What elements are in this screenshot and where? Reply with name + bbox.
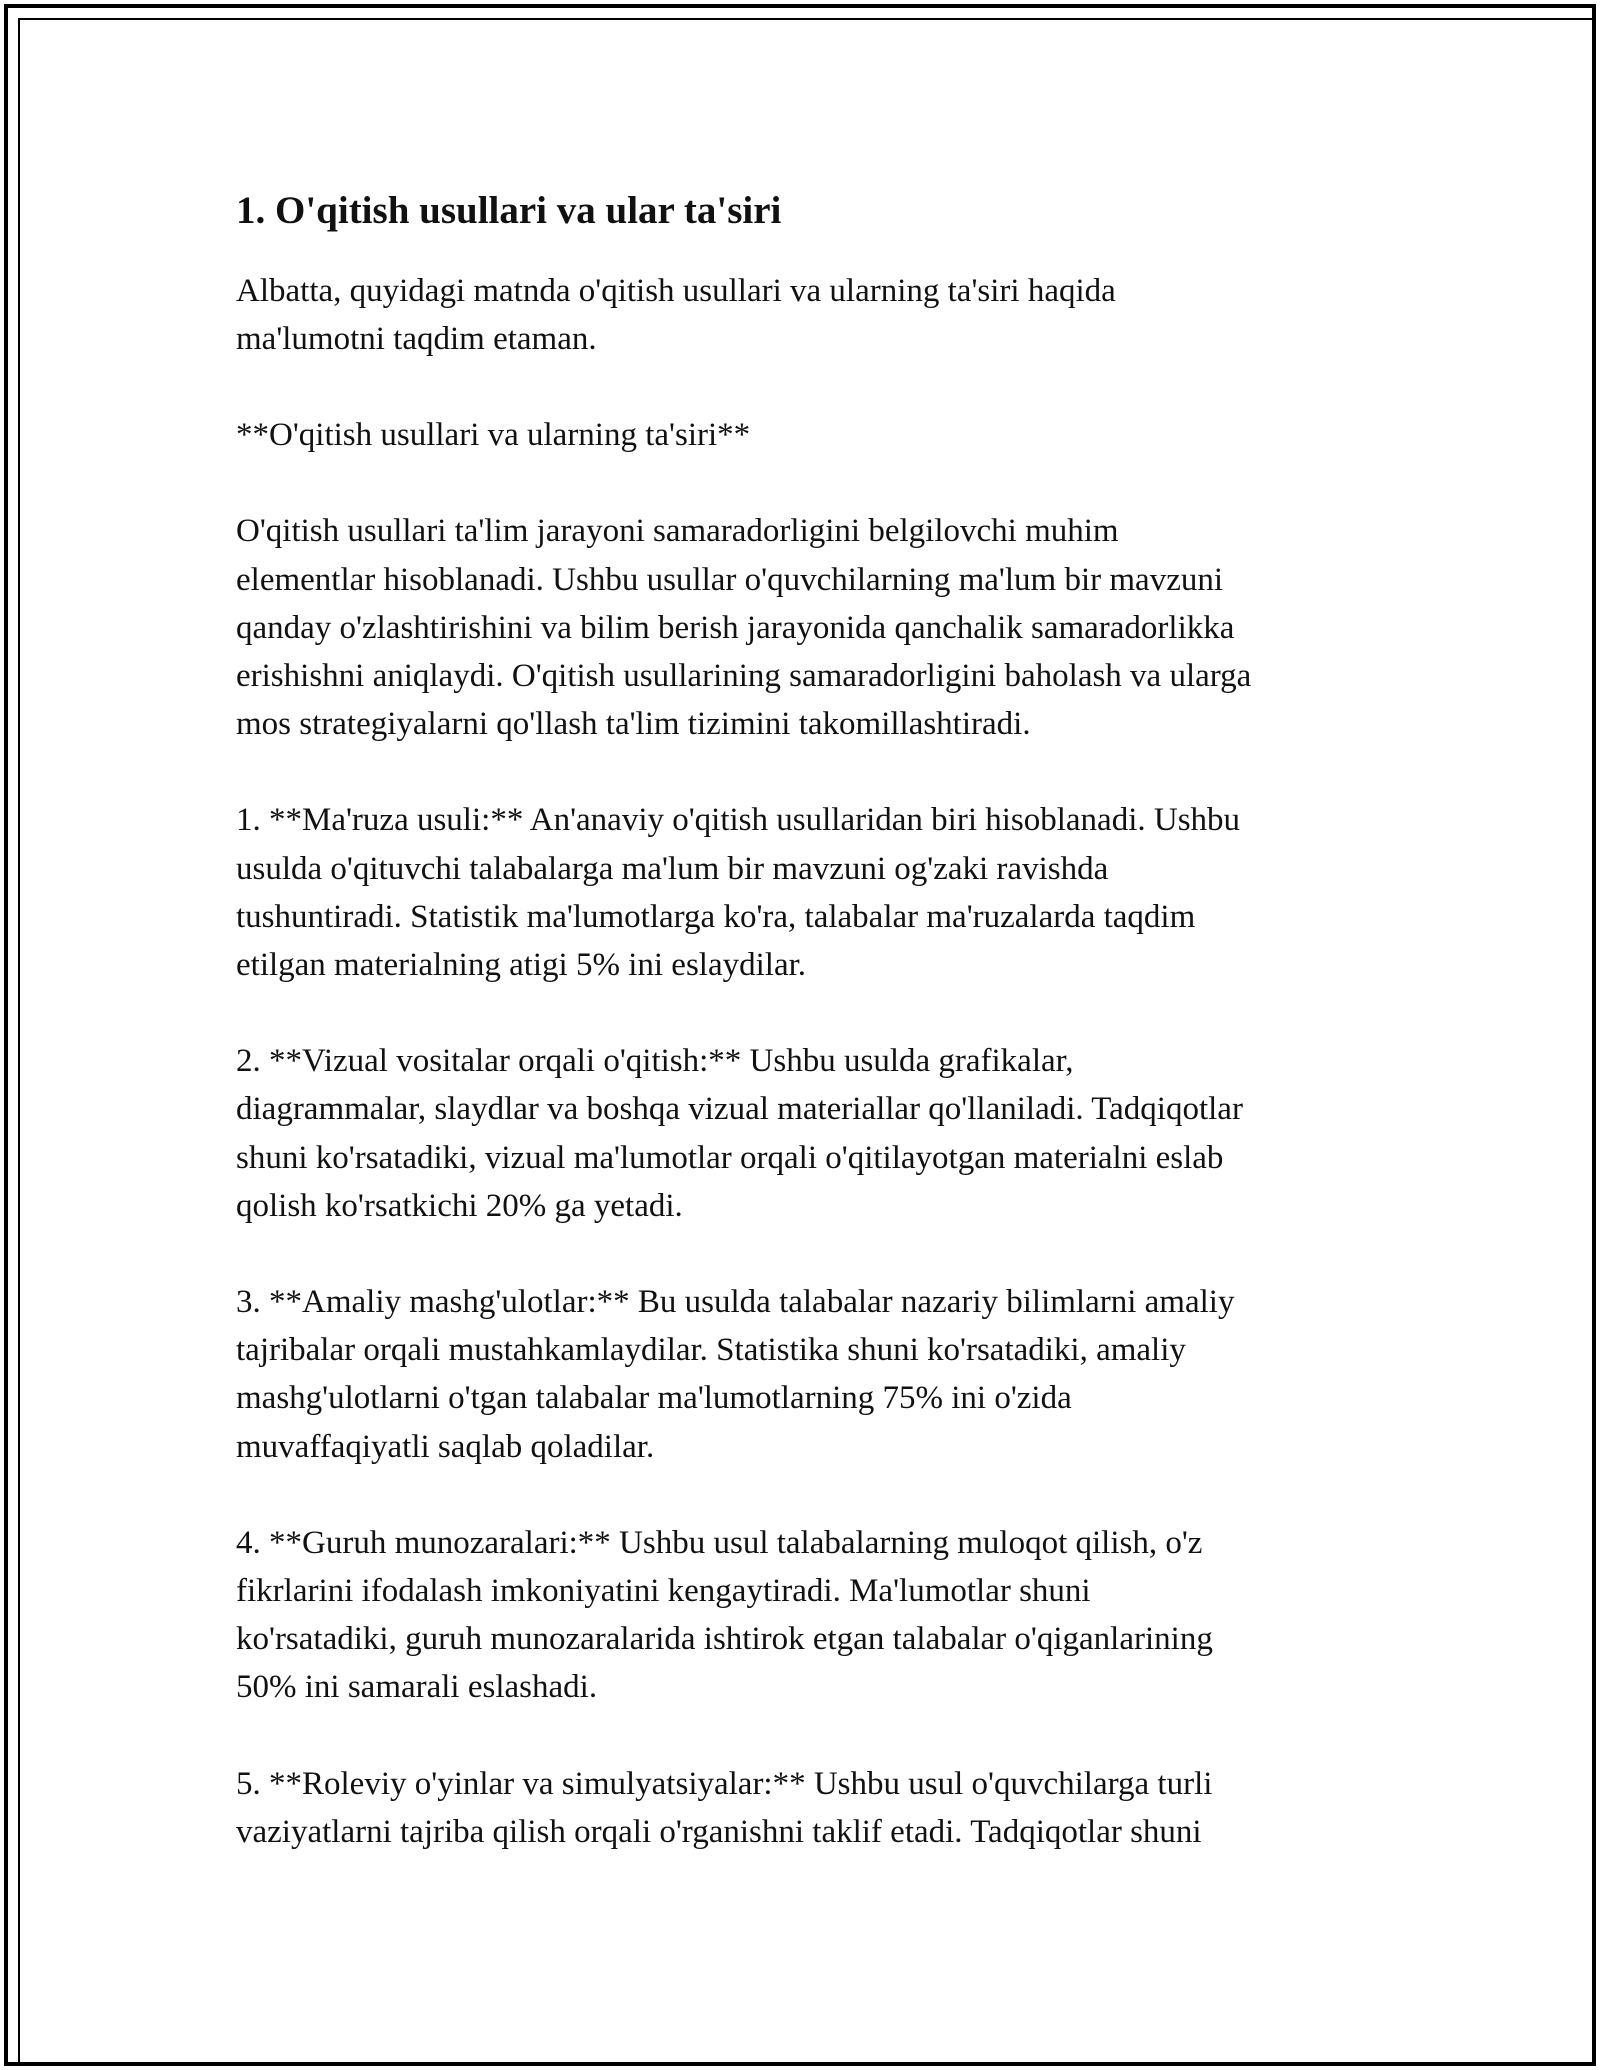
- method-lecture-paragraph: 1. **Ma'ruza usuli:** An'anaviy o'qitish usullaridan biri hisoblanadi. Ushbu usulda o'qituvchi talabalarga ma'lum bir mavzuni og'zaki ravishda tushuntiradi. Statistik ma'lumotlarga ko'ra, talabalar ma'ruzalarda taqdim etilgan materialning atigi 5% ini eslaydilar.: [236, 802, 1241, 983]
- method-visual-paragraph: 2. **Vizual vositalar orqali o'qitish:** Ushbu usulda grafikalar, diagrammalar, slaydlar va boshqa vizual materiallar qo'llaniladi. Tadqiqotlar shuni ko'rsatadiki, vizual ma'lumotlar orqali o'qitilayotgan materialni eslab qolish ko'rsatkichi 20% ga yetadi.: [236, 1043, 1243, 1224]
- document-body: [236, 186, 1386, 1904]
- overview-paragraph: O'qitish usullari ta'lim jarayoni samaradorligini belgilovchi muhim elementlar hisoblanadi. Ushbu usullar o'quvchilarning ma'lum bir mavzuni qanday o'zlashtirishini va bilim berish jarayonida qanchalik samaradorlikka erishishni aniqlaydi. O'qitish usullarining samaradorligini baholash va ularga mos strategiyalarni qo'llash ta'lim tizimini takomillashtiradi.: [236, 513, 1252, 743]
- intro-paragraph: Albatta, quyidagi matnda o'qitish usullari va ularning ta'siri haqida ma'lumotni taqdim etaman.: [236, 272, 1116, 357]
- document-title: 1. O'qitish usullari va ular ta'siri: [236, 189, 782, 232]
- method-practice-paragraph: 3. **Amaliy mashg'ulotlar:** Bu usulda talabalar nazariy bilimlarni amaliy tajribalar orqali mustahkamlaydilar. Statistika shuni ko'rsatadiki, amaliy mashg'ulotlarni o'tgan talabalar ma'lumotlarning 75% ini o'zida muvaffaqiyatli saqlab qoladilar.: [236, 1283, 1235, 1465]
- section-heading-paragraph: **O'qitish usullari va ularning ta'siri**: [236, 417, 751, 454]
- method-discussion-paragraph: 4. **Guruh munozaralari:** Ushbu usul talabalarning muloqot qilish, o'z fikrlarini ifodalash imkoniyatini kengaytiradi. Ma'lumotlar shuni ko'rsatadiki, guruh munozaralarida ishtirok etgan talabalar o'qiganlarining 50% ini samarali eslashadi.: [236, 1524, 1213, 1706]
- method-roleplay-paragraph: 5. **Roleviy o'yinlar va simulyatsiyalar:** Ushbu usul o'quvchilarga turli vaziyatlarni tajriba qilish orqali o'rganishni taklif etadi. Tadqiqotlar shuni: [236, 1765, 1213, 1850]
